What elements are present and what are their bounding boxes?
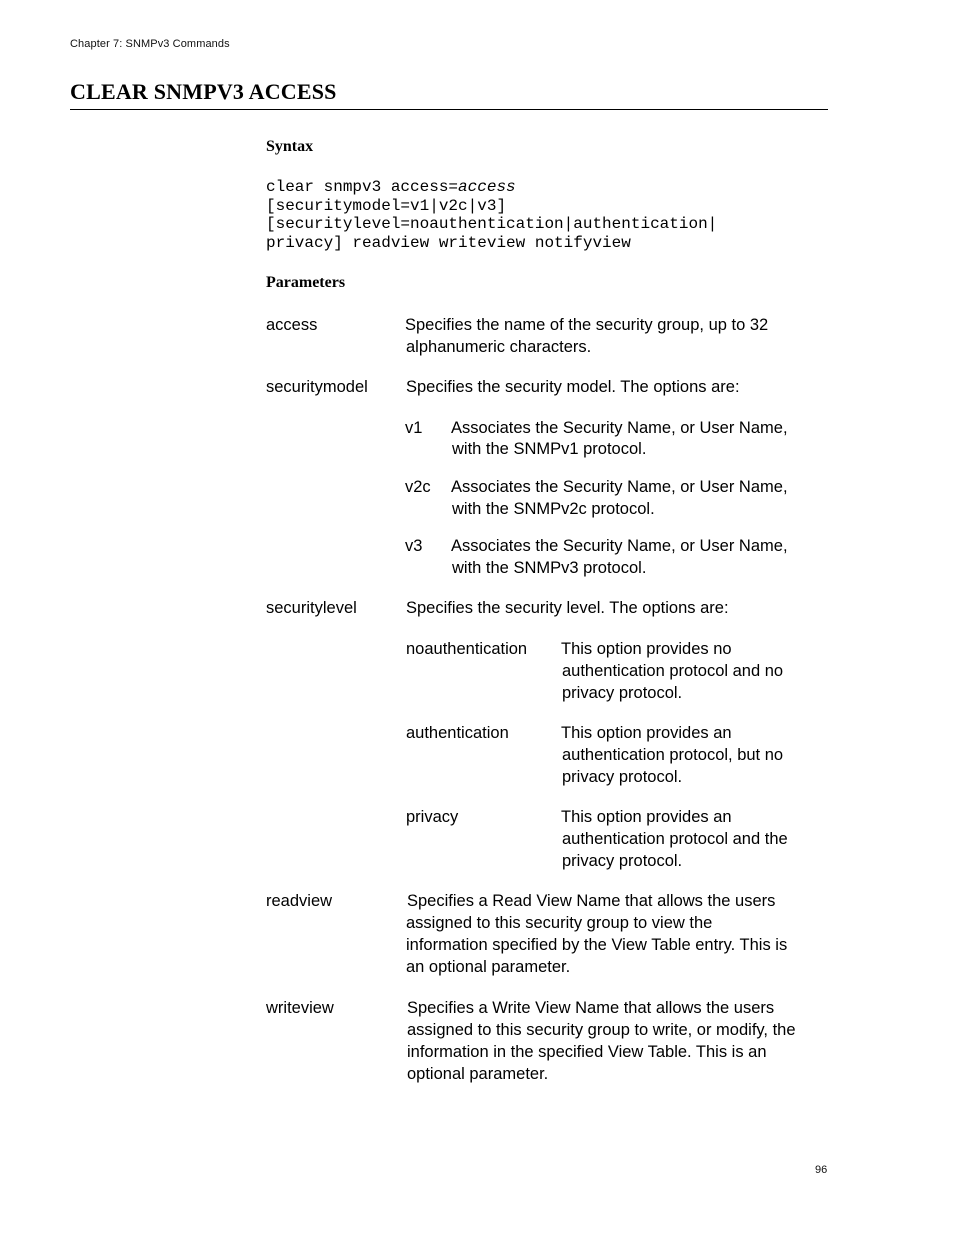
syntax-command: clear snmpv3 access= <box>266 178 459 196</box>
param-desc: Specifies the security level. The options are: <box>406 599 729 617</box>
param-name-readview: readview <box>266 892 333 910</box>
param-desc: an optional parameter. <box>406 958 571 976</box>
parameters-heading: Parameters <box>266 274 346 291</box>
syntax-line: [securitylevel=noauthentication|authentication| <box>266 215 718 234</box>
option-desc: with the SNMPv3 protocol. <box>452 559 647 577</box>
option-desc: privacy protocol. <box>562 684 683 702</box>
param-desc: alphanumeric characters. <box>406 338 592 356</box>
param-desc: assigned to this security group to write, or modify, the <box>407 1021 796 1039</box>
param-desc: assigned to this security group to view the <box>406 914 713 932</box>
param-desc: Specifies a Read View Name that allows the users <box>407 892 776 910</box>
option-desc: with the SNMPv1 protocol. <box>452 440 647 458</box>
option-name-noauthentication: noauthentication <box>406 640 528 658</box>
option-name-v3: v3 <box>405 537 423 555</box>
option-desc: privacy protocol. <box>562 852 683 870</box>
param-name-securitylevel: securitylevel <box>266 599 357 617</box>
option-desc: authentication protocol and the <box>562 830 788 848</box>
param-desc: optional parameter. <box>407 1065 549 1083</box>
param-name-securitymodel: securitymodel <box>266 378 368 396</box>
option-desc: Associates the Security Name, or User Name, <box>451 478 788 496</box>
option-name-authentication: authentication <box>406 724 509 742</box>
syntax-heading: Syntax <box>266 138 314 155</box>
param-desc: information specified by the View Table entry. This is <box>406 936 788 954</box>
param-desc: Specifies a Write View Name that allows the users <box>407 999 775 1017</box>
option-desc: This option provides no <box>561 640 732 658</box>
option-desc: Associates the Security Name, or User Name, <box>451 419 788 437</box>
option-desc: Associates the Security Name, or User Name, <box>451 537 788 555</box>
option-desc: with the SNMPv2c protocol. <box>452 500 655 518</box>
option-name-v2c: v2c <box>405 478 431 496</box>
title-rule <box>70 109 828 110</box>
param-name-writeview: writeview <box>266 999 334 1017</box>
page-number: 96 <box>815 1164 828 1176</box>
param-desc: information in the specified View Table. This is an <box>407 1043 767 1061</box>
option-desc: This option provides an <box>561 808 732 826</box>
syntax-line: [securitymodel=v1|v2c|v3] <box>266 196 507 215</box>
syntax-code-block <box>266 178 717 253</box>
option-desc: privacy protocol. <box>562 768 683 786</box>
running-header: Chapter 7: SNMPv3 Commands <box>70 38 230 50</box>
option-desc: authentication protocol, but no <box>562 746 784 764</box>
param-name-access: access <box>266 316 318 334</box>
option-name-v1: v1 <box>405 419 423 437</box>
option-name-privacy: privacy <box>406 808 459 826</box>
param-desc: Specifies the security model. The options are: <box>406 378 740 396</box>
page-title: CLEAR SNMPV3 ACCESS <box>70 79 337 104</box>
param-desc: Specifies the name of the security group, up to 32 <box>405 316 769 334</box>
option-desc: This option provides an <box>561 724 732 742</box>
syntax-argument: access <box>458 178 516 196</box>
option-desc: authentication protocol and no <box>562 662 784 680</box>
syntax-line: privacy] readview writeview notifyview <box>266 234 631 253</box>
